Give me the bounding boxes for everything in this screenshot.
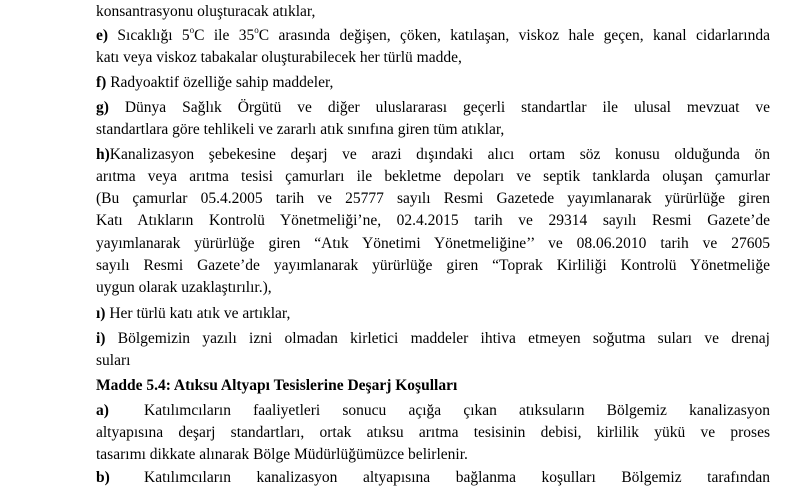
item-e-label: e) xyxy=(96,27,109,44)
section-a-line-1: a) Katılımcıların faaliyetleri sonucu açığa çıkan atıksuların Bölgemiz kanalizasyon xyxy=(96,402,770,419)
item-i-label: i) xyxy=(96,330,106,347)
item-h-line-2: arıtma veya arıtma tesisi çamurları ile bekletme depoları ve septik tanklarda oluşan çamurlar xyxy=(96,168,770,185)
item-h-line-6: sayılı Resmi Gazete’de yayımlanarak yürürlüğe giren “Toprak Kirliliği Kontrolü Yönetmeliğe xyxy=(96,257,770,274)
item-g-label: g) xyxy=(96,99,109,116)
item-e-line-2: katı veya viskoz tabakalar oluşturabilecek her türlü madde, xyxy=(96,49,462,66)
item-h-label: h) xyxy=(96,146,110,163)
item-g-line-1: g) Dünya Sağlık Örgütü ve diğer uluslararası geçerli standartlar ile ulusal mevzuat ve xyxy=(96,99,770,116)
section-b-line-1: b) Katılımcıların kanalizasyon altyapısına bağlanma koşulları Bölgemiz tarafından xyxy=(96,469,770,486)
item-h-line-1: h)Kanalizasyon şebekesine deşarj ve arazi dışındaki alıcı ortam söz konusu olduğunda ön xyxy=(96,146,770,163)
item-h-line-5: yayımlanarak yürürlüğe giren “Atık Yönetimi Yönetmeliğine’’ ve 08.06.2010 tarih ve 27605 xyxy=(96,235,770,252)
section-a-line-3: tasarımı dikkate alınarak Bölge Müdürlüğümüzce belirlenir. xyxy=(96,446,468,463)
section-b-label: b) xyxy=(96,469,110,486)
section-a-label: a) xyxy=(96,402,109,419)
item-f: f) Radyoaktif özelliğe sahip maddeler, xyxy=(96,74,334,91)
item-i-line-1: i) Bölgemizin yazılı izni olmadan kirletici maddeler ihtiva etmeyen soğutma suları ve drenaj xyxy=(96,330,770,347)
item-d-tail: konsantrasyonu oluşturacak atıklar, xyxy=(96,3,316,20)
item-e-line-1: e) Sıcaklığı 5$^o$C ile 35$^o$C arasında değişen, çöken, katılaşan, viskoz hale geçen, kanal cidarlarında xyxy=(96,24,770,44)
item-h-line-4: Katı Atıkların Kontrolü Yönetmeliği’ne, 02.4.2015 tarih ve 29314 sayılı Resmi Gazete’de xyxy=(96,212,770,229)
item-f-label: f) xyxy=(96,74,107,91)
section-a-line-2: altyapısına deşarj standartları, ortak atıksu arıtma tesisinin debisi, kirlilik yükü ve proses xyxy=(96,424,770,441)
item-i-dotless-label: ı) xyxy=(96,305,106,322)
section-heading: Madde 5.4: Atıksu Altyapı Tesislerine Deşarj Koşulları xyxy=(96,377,458,394)
item-i-dotless: ı) Her türlü katı atık ve artıklar, xyxy=(96,305,291,322)
item-i-line-2: suları xyxy=(96,352,131,369)
item-h-line-7: uygun olarak uzaklaştırılır.), xyxy=(96,279,272,296)
item-h-line-3: (Bu çamurlar 05.4.2005 tarih ve 25777 sayılı Resmi Gazetede yayımlanarak yürürlüğe giren xyxy=(96,190,770,207)
item-g-line-2: standartlara göre tehlikeli ve zararlı atık sınıfına giren tüm atıklar, xyxy=(96,121,505,138)
